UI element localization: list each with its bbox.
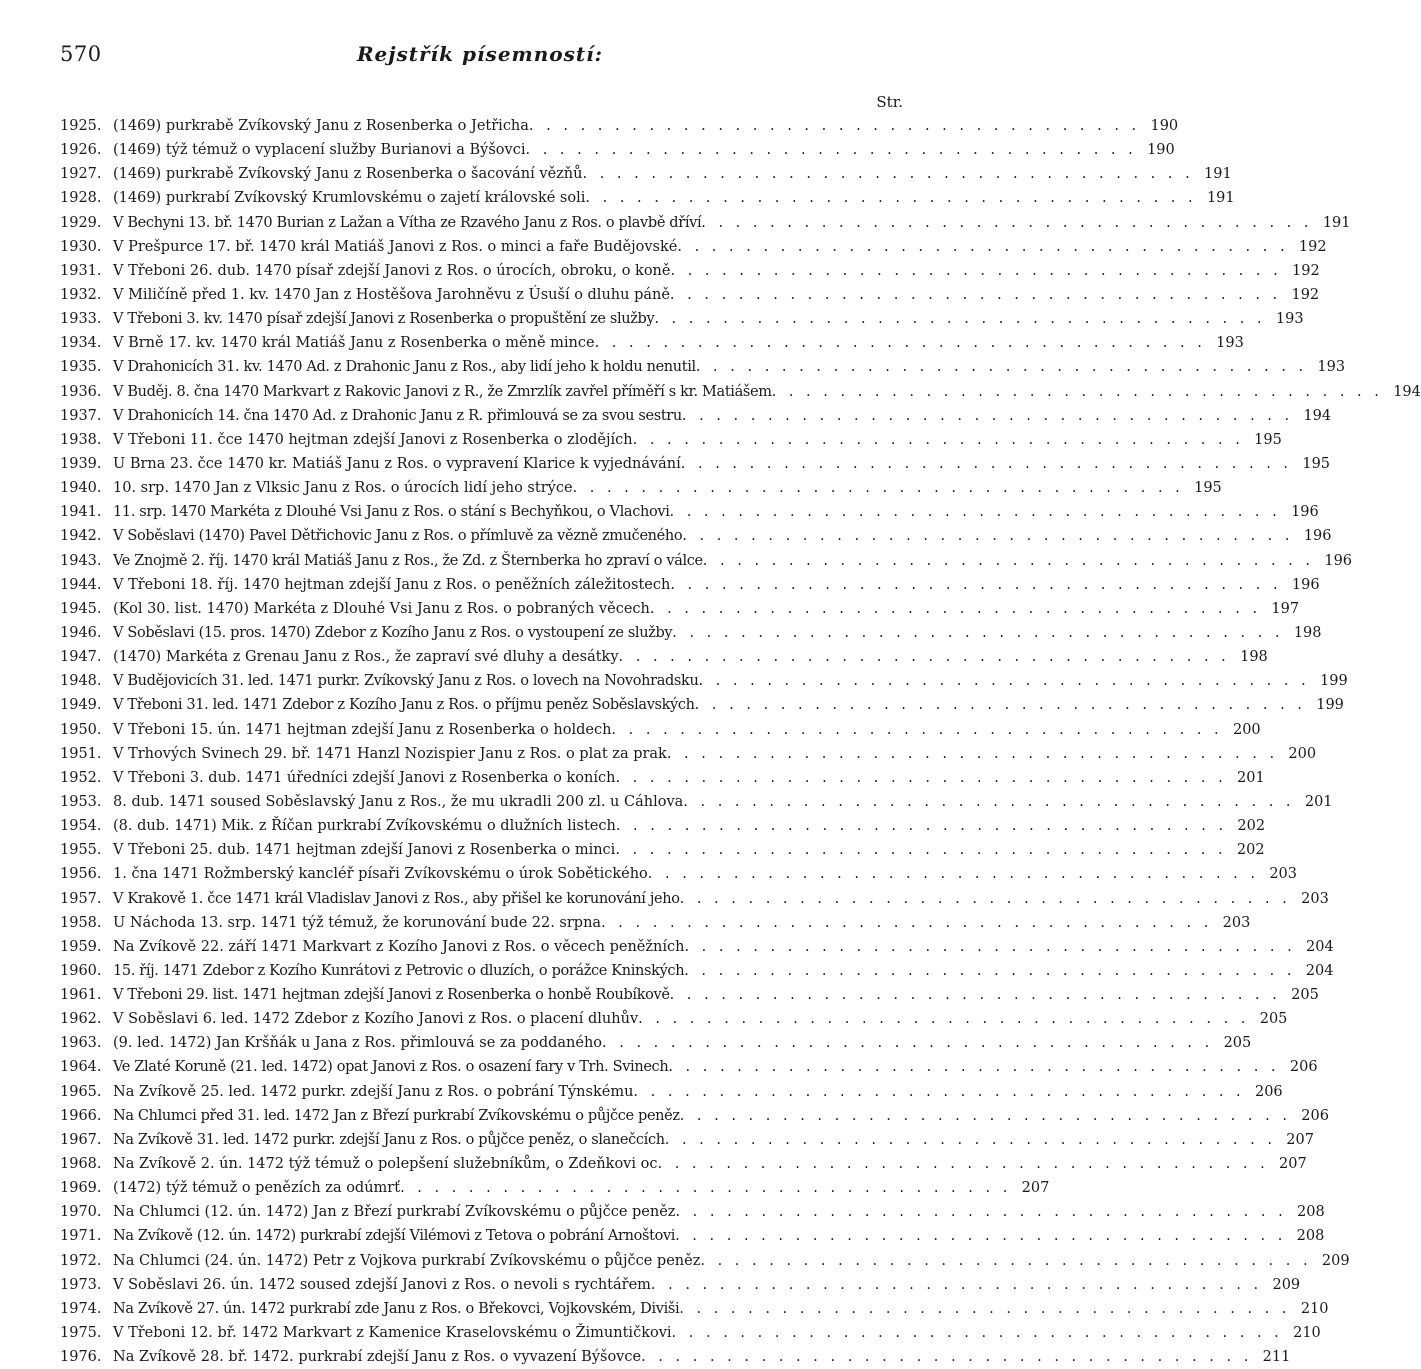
entry-page: 207 (1021, 1180, 1050, 1197)
entry-page: 195 (1254, 431, 1282, 448)
entry-page: 191 (1322, 214, 1351, 231)
entry-page: 190 (1150, 118, 1179, 134)
entry-number: 1930. (60, 238, 102, 255)
register-entry (60, 307, 1304, 331)
dot-leader: . . . . . . . . . . . . . . . . . . . . . . . . . . . . . . . . . . . . (695, 359, 1308, 376)
entry-text: V Prešpurce 17. bř. 1470 král Matiáš Janovi z Ros. o minci a faře Budějovské (113, 238, 678, 255)
entry-text: V Třeboni 29. list. 1471 hejtman zdejší Janovi z Rosenberka o honbě Roubíkově (113, 987, 670, 1004)
entry-text: V Soběslavi 6. led. 1472 Zdebor z Kozího Janovi z Ros. o placení dluhův (113, 1011, 639, 1028)
entry-number: 1932. (60, 286, 102, 303)
register-entry (60, 1055, 1318, 1079)
entry-text: V Budějovicích 31. led. 1471 purkr. Zvíkovský Janu z Ros. o lovech na Novohradsku (113, 673, 699, 690)
dot-leader: . . . . . . . . . . . . . . . . . . . . . . . . . . . . . . . . . . . . (632, 431, 1244, 448)
entry-number: 1936. (60, 383, 102, 400)
entry-text: V Krakově 1. čce 1471 král Vladislav Janovi z Ros., aby přišel ke korunování jeho (113, 890, 680, 907)
entry-page: 193 (1216, 335, 1244, 352)
register-entry (60, 259, 1320, 283)
entry-number: 1948. (60, 673, 102, 690)
register-entry (60, 887, 1329, 911)
entry-number: 1950. (60, 721, 102, 738)
register-entry (60, 983, 1319, 1007)
entry-text: (1469) purkrabí Zvíkovský Krumlovskému o zajetí královské soli (113, 190, 586, 207)
entry-number: 1962. (60, 1011, 102, 1028)
entry-text: Na Zvíkově 28. bř. 1472. purkrabí zdejší Janu z Ros. o vyvazení Býšovce (113, 1349, 642, 1366)
entry-page: 209 (1272, 1276, 1301, 1293)
entry-text: (1470) Markéta z Grenau Janu z Ros., že zapraví své dluhy a desátky (113, 649, 619, 666)
entry-number: 1939. (60, 455, 102, 472)
entry-page: 206 (1254, 1083, 1283, 1100)
entry-page: 196 (1291, 504, 1319, 521)
dot-leader: . . . . . . . . . . . . . . . . . . . . . . . . . . . . . . . . . . . . (649, 600, 1262, 617)
entry-number: 1940. (60, 480, 102, 497)
entry-text: V Třeboni 31. led. 1471 Zdebor z Kozího Janu z Ros. o příjmu peněz Soběslavských (113, 697, 695, 714)
entry-text: Na Zvíkově 22. září 1471 Markvart z Kozího Janovi z Ros. o věcech peněžních (113, 938, 685, 955)
entry-number: 1971. (60, 1228, 102, 1245)
register-entry (60, 524, 1332, 548)
entry-text: V Bechyni 13. bř. 1470 Burian z Lažan a Vítha ze Rzavého Janu z Ros. o plavbě dříví (113, 214, 702, 231)
register-entry (60, 1345, 1291, 1369)
register-entry (60, 1104, 1329, 1128)
entry-text: 11. srp. 1470 Markéta z Dlouhé Vsi Janu z Ros. o stání s Bechyňkou, o Vlachovi (113, 504, 670, 521)
register-entry (60, 162, 1232, 186)
entry-text: Na Chlumci před 31. led. 1472 Jan z Březí purkrabí Zvíkovskému o půjčce peněz (113, 1107, 680, 1124)
entry-number: 1943. (60, 552, 102, 569)
entry-text: (1469) purkrabě Zvíkovský Janu z Rosenberka o Jetřicha (113, 118, 529, 134)
dot-leader: . . . . . . . . . . . . . . . . . . . . . . . . . . . . . . . . . . . . (671, 1325, 1283, 1342)
entry-page: 200 (1288, 745, 1317, 762)
dot-leader: . . . . . . . . . . . . . . . . . . . . . . . . . . . . . . . . . . . . (679, 890, 1291, 907)
entry-text: Na Zvíkově 2. ún. 1472 týž témuž o polepšení služebníkům, o Zdeňkovi oc (113, 1156, 658, 1173)
entry-page: 200 (1232, 721, 1261, 738)
entry-text: V Soběslavi (1470) Pavel Dětřichovic Janu z Ros. o přímluvě za vězně zmučeného (113, 528, 683, 545)
dot-leader: . . . . . . . . . . . . . . . . . . . . . . . . . . . . . . . . . . . . (701, 214, 1313, 231)
entry-number: 1942. (60, 528, 102, 545)
dot-leader: . . . . . . . . . . . . . . . . . . . . . . . . . . . . . . . . . . . . (679, 1300, 1291, 1317)
dot-leader: . . . . . . . . . . . . . . . . . . . . . . . . . . . . . . . . . . . . (668, 1059, 1280, 1076)
entry-page: 191 (1204, 166, 1232, 183)
entry-page: 206 (1289, 1059, 1318, 1076)
dot-leader: . . . . . . . . . . . . . . . . . . . . . . . . . . . . . . . . . . . . (664, 1131, 1276, 1148)
entry-text: U Náchoda 13. srp. 1471 týž témuž, že korunování bude 22. srpna (113, 914, 602, 931)
register-entry (60, 959, 1334, 983)
entry-page: 204 (1306, 938, 1334, 955)
entry-text: V Třeboni 3. kv. 1470 písař zdejší Janovi z Rosenberka o propuštění ze služby (113, 311, 655, 328)
dot-leader: . . . . . . . . . . . . . . . . . . . . . . . . . . . . . . . . . . . . (615, 842, 1227, 859)
entry-number: 1929. (60, 214, 102, 231)
entry-text: V Třeboni 26. dub. 1470 písař zdejší Janovi z Ros. o úrocích, obroku, o koně (113, 262, 671, 279)
register-entry (60, 138, 1175, 162)
dot-leader: . . . . . . . . . . . . . . . . . . . . . . . . . . . . . . . . . . . . (677, 238, 1289, 255)
entry-text: U Brna 23. čce 1470 kr. Matiáš Janu z Ros. o vypravení Klarice k vyjednávání (113, 455, 681, 472)
dot-leader: . . . . . . . . . . . . . . . . . . . . . . . . . . . . . . . . . . . . (594, 335, 1206, 352)
register-entry (60, 211, 1351, 235)
dot-leader: . . . . . . . . . . . . . . . . . . . . . . . . . . . . . . . . . . . . (638, 1011, 1250, 1028)
entry-page: 195 (1194, 480, 1222, 497)
entry-number: 1958. (60, 914, 102, 931)
register-entry (60, 766, 1265, 790)
entry-text: V Buděj. 8. čna 1470 Markvart z Rakovic Janovi z R., že Zmrzlík zavřel příměří s kr. Matiášem (113, 383, 772, 400)
entry-number: 1975. (60, 1325, 102, 1342)
register-entry (60, 911, 1251, 935)
entry-page: 202 (1237, 818, 1266, 835)
register-entry (60, 1297, 1329, 1321)
register-entry (60, 404, 1332, 428)
entry-page: 199 (1320, 673, 1348, 690)
entry-page: 192 (1292, 262, 1320, 279)
entry-number: 1951. (60, 745, 102, 762)
entry-text: V Třeboni 11. čce 1470 hejtman zdejší Janovi z Rosenberka o zlodějích (113, 431, 633, 448)
dot-leader: . . . . . . . . . . . . . . . . . . . . . . . . . . . . . . . . . . . . (615, 818, 1228, 835)
register-entry (60, 597, 1300, 621)
entry-number: 1947. (60, 649, 102, 666)
entry-text: V Třeboni 15. ún. 1471 hejtman zdejší Janu z Rosenberka o holdech (113, 721, 612, 738)
entry-page: 196 (1324, 552, 1353, 569)
entry-number: 1972. (60, 1252, 102, 1269)
entry-page: 210 (1293, 1325, 1321, 1342)
entry-page: 195 (1302, 455, 1331, 472)
entry-page: 198 (1293, 624, 1322, 641)
entry-number: 1959. (60, 938, 102, 955)
entry-text: V Trhových Svinech 29. bř. 1471 Hanzl Nozispier Janu z Ros. o plat za prak (113, 745, 667, 762)
entry-number: 1926. (60, 142, 102, 159)
entry-number: 1938. (60, 431, 102, 448)
entry-text: 10. srp. 1470 Jan z Vlksic Janu z Ros. o úrocích lidí jeho strýce (113, 480, 573, 497)
dot-leader: . . . . . . . . . . . . . . . . . . . . . . . . . . . . . . . . . . . . (657, 1156, 1269, 1173)
entry-number: 1965. (60, 1083, 102, 1100)
entry-number: 1945. (60, 600, 102, 617)
register-entry (60, 114, 1179, 138)
entry-text: V Soběslavi 26. ún. 1472 soused zdejší Janovi z Ros. o nevoli s rychtářem (113, 1276, 651, 1293)
dot-leader: . . . . . . . . . . . . . . . . . . . . . . . . . . . . . . . . . . . . (611, 721, 1223, 738)
entry-page: 208 (1297, 1204, 1325, 1221)
entry-number: 1976. (60, 1349, 102, 1366)
entry-number: 1933. (60, 311, 102, 328)
register-entry (60, 645, 1268, 669)
entry-page: 199 (1316, 697, 1344, 714)
entry-number: 1961. (60, 987, 102, 1004)
dot-leader: . . . . . . . . . . . . . . . . . . . . . . . . . . . . . . . . . . . . (681, 407, 1294, 424)
dot-leader: . . . . . . . . . . . . . . . . . . . . . . . . . . . . . . . . . . . . (572, 480, 1184, 497)
register-entry (60, 428, 1282, 452)
register-entry (60, 1176, 1050, 1200)
dot-leader: . . . . . . . . . . . . . . . . . . . . . . . . . . . . . . . . . . . . (700, 1252, 1312, 1269)
entry-page: 197 (1271, 600, 1300, 617)
entry-text: V Třeboni 3. dub. 1471 úředníci zdejší Janovi z Rosenberka o koních (113, 769, 616, 786)
register-entry (60, 1128, 1314, 1152)
dot-leader: . . . . . . . . . . . . . . . . . . . . . . . . . . . . . . . . . . . . (670, 576, 1282, 593)
entry-page: 193 (1317, 359, 1346, 376)
entry-page: 205 (1291, 987, 1319, 1004)
dot-leader: . . . . . . . . . . . . . . . . . . . . . . . . . . . . . . . . . . . . (633, 1083, 1245, 1100)
entry-text: V Miličíně před 1. kv. 1470 Jan z Hostěšova Jarohněvu z Úsuší o dluhu páně (113, 286, 670, 303)
entry-number: 1946. (60, 624, 102, 641)
entry-number: 1953. (60, 793, 102, 810)
dot-leader: . . . . . . . . . . . . . . . . . . . . . . . . . . . . . . . . . . . . (601, 914, 1213, 931)
entry-text: V Soběslavi (15. pros. 1470) Zdebor z Kozího Janu z Ros. o vystoupení ze služby (113, 624, 673, 641)
dot-leader: . . . . . . . . . . . . . . . . . . . . . . . . . . . . . . . . . . . . (694, 697, 1306, 714)
register-entry (60, 235, 1327, 259)
entry-page: 210 (1300, 1300, 1329, 1317)
entry-number: 1957. (60, 890, 102, 907)
register-entry (60, 573, 1320, 597)
entry-number: 1937. (60, 407, 102, 424)
entry-page: 191 (1206, 190, 1235, 207)
entry-text: Na Chlumci (12. ún. 1472) Jan z Březí purkrabí Zvíkovskému o půjčce peněz (113, 1204, 676, 1221)
register-entry (60, 862, 1298, 886)
dot-leader: . . . . . . . . . . . . . . . . . . . . . . . . . . . . . . . . . . . . (675, 1204, 1287, 1221)
register-entry (60, 1152, 1307, 1176)
dot-leader: . . . . . . . . . . . . . . . . . . . . . . . . . . . . . . . . . . . . (582, 166, 1194, 183)
dot-leader: . . . . . . . . . . . . . . . . . . . . . . . . . . . . . . . . . . . . (682, 528, 1294, 545)
entry-page: 205 (1223, 1035, 1252, 1052)
entry-text: (8. dub. 1471) Mik. z Říčan purkrabí Zvíkovskému o dlužních listech (113, 818, 616, 835)
entry-number: 1974. (60, 1300, 102, 1317)
dot-leader: . . . . . . . . . . . . . . . . . . . . . . . . . . . . . . . . . . . . (675, 1228, 1287, 1245)
dot-leader: . . . . . . . . . . . . . . . . . . . . . . . . . . . . . . . . . . . . (680, 455, 1293, 472)
register-entry (60, 669, 1348, 693)
entry-page: 205 (1259, 1011, 1288, 1028)
entry-number: 1970. (60, 1204, 102, 1221)
entry-number: 1956. (60, 866, 102, 883)
entry-page: 194 (1303, 407, 1332, 424)
dot-leader: . . . . . . . . . . . . . . . . . . . . . . . . . . . . . . . . . . . . (650, 1276, 1263, 1293)
entry-text: Na Zvíkově 31. led. 1472 purkr. zdejší Janu z Ros. o půjčce peněz, o slanečcích (113, 1131, 665, 1148)
register-entry (60, 621, 1322, 645)
register-entry (60, 1007, 1288, 1031)
entry-text: 8. dub. 1471 soused Soběslavský Janu z Ros., že mu ukradli 200 zl. u Cáhlova (113, 793, 684, 810)
entry-number: 1949. (60, 697, 102, 714)
entry-number: 1931. (60, 262, 102, 279)
dot-leader: . . . . . . . . . . . . . . . . . . . . . . . . . . . . . . . . . . . . (672, 624, 1284, 641)
entry-text: Ve Zlaté Koruně (21. led. 1472) opat Janovi z Ros. o osazení fary v Trh. Svinech (113, 1059, 669, 1076)
register-entry (60, 742, 1317, 766)
register-entry (60, 476, 1222, 500)
entry-number: 1928. (60, 190, 102, 207)
entry-number: 1966. (60, 1107, 102, 1124)
register-entry (60, 1249, 1350, 1273)
dot-leader: . . . . . . . . . . . . . . . . . . . . . . . . . . . . . . . . . . . . (679, 1107, 1291, 1124)
entry-number: 1967. (60, 1131, 102, 1148)
register-entry (60, 380, 1421, 404)
entry-number: 1960. (60, 962, 102, 979)
entry-page: 203 (1301, 890, 1329, 907)
entry-text: Na Zvíkově (12. ún. 1472) purkrabí zdejší Vilémovi z Tetova o pobrání Arnoštovi (113, 1228, 676, 1245)
dot-leader: . . . . . . . . . . . . . . . . . . . . . . . . . . . . . . . . . . . . (528, 118, 1141, 134)
entry-page: 203 (1222, 914, 1251, 931)
entry-page: 207 (1286, 1131, 1314, 1148)
register-entry (60, 718, 1261, 742)
entry-page: 192 (1291, 286, 1320, 303)
entry-text: 15. říj. 1471 Zdebor z Kozího Kunrátovi z Petrovic o dluzích, o porážce Kninských (113, 962, 685, 979)
entry-number: 1927. (60, 166, 102, 183)
entry-text: Na Zvíkově 25. led. 1472 purkr. zdejší Janu z Ros. o pobrání Týnskému (113, 1083, 634, 1100)
dot-leader: . . . . . . . . . . . . . . . . . . . . . . . . . . . . . . . . . . . . (669, 987, 1281, 1004)
page-column-header: Str. (876, 93, 903, 111)
register-entry (60, 355, 1346, 379)
dot-leader: . . . . . . . . . . . . . . . . . . . . . . . . . . . . . . . . . . . . (615, 769, 1227, 786)
entry-text: (9. led. 1472) Jan Kršňák u Jana z Ros. přimlouvá se za poddaného (113, 1035, 603, 1052)
entry-number: 1969. (60, 1180, 102, 1197)
entry-page: 196 (1291, 576, 1320, 593)
entry-number: 1934. (60, 335, 102, 352)
entry-number: 1952. (60, 769, 102, 786)
dot-leader: . . . . . . . . . . . . . . . . . . . . . . . . . . . . . . . . . . . . (585, 190, 1197, 207)
page-number: 570 (60, 42, 102, 66)
entry-text: (1469) týž témuž o vyplacení služby Burianovi a Býšovci (113, 142, 526, 159)
entry-page: 193 (1275, 311, 1304, 328)
entry-page: 201 (1304, 793, 1333, 810)
dot-leader: . . . . . . . . . . . . . . . . . . . . . . . . . . . . . . . . . . . . (771, 383, 1383, 400)
entry-text: V Třeboni 25. dub. 1471 hejtman zdejší Janovi z Rosenberka o minci (113, 842, 616, 859)
entry-page: 207 (1279, 1156, 1307, 1173)
dot-leader: . . . . . . . . . . . . . . . . . . . . . . . . . . . . . . . . . . . . (400, 1180, 1012, 1197)
entry-page: 209 (1321, 1252, 1350, 1269)
entry-page: 192 (1298, 238, 1327, 255)
entry-text: (Kol 30. list. 1470) Markéta z Dlouhé Vsi Janu z Ros. o pobraných věcech (113, 600, 650, 617)
entry-text: (1469) purkrabě Zvíkovský Janu z Rosenberka o šacování vězňů (113, 166, 583, 183)
register-entry (60, 1031, 1252, 1055)
dot-leader: . . . . . . . . . . . . . . . . . . . . . . . . . . . . . . . . . . . . (669, 286, 1282, 303)
running-title: Rejstřík písemností: (356, 42, 604, 66)
dot-leader: . . . . . . . . . . . . . . . . . . . . . . . . . . . . . . . . . . . . (684, 938, 1296, 955)
register-entry (60, 1273, 1301, 1297)
register-entry (60, 549, 1353, 573)
dot-leader: . . . . . . . . . . . . . . . . . . . . . . . . . . . . . . . . . . . . (647, 866, 1260, 883)
register-entry (60, 693, 1344, 717)
entry-text: Ve Znojmě 2. říj. 1470 král Matiáš Janu z Ros., že Zd. z Šternberka ho zpraví o válce (113, 552, 703, 569)
entry-page: 202 (1236, 842, 1265, 859)
dot-leader: . . . . . . . . . . . . . . . . . . . . . . . . . . . . . . . . . . . . (698, 673, 1310, 690)
entry-number: 1944. (60, 576, 102, 593)
entry-number: 1964. (60, 1059, 102, 1076)
dot-leader: . . . . . . . . . . . . . . . . . . . . . . . . . . . . . . . . . . . . (654, 311, 1266, 328)
entry-page: 190 (1147, 142, 1175, 159)
entry-page: 211 (1262, 1349, 1291, 1366)
register-entry (60, 790, 1333, 814)
entry-page: 203 (1269, 866, 1298, 883)
register-entry (60, 452, 1331, 476)
entry-number: 1935. (60, 359, 102, 376)
entry-number: 1941. (60, 504, 102, 521)
register-list (60, 114, 1421, 1369)
dot-leader: . . . . . . . . . . . . . . . . . . . . . . . . . . . . . . . . . . . . (618, 649, 1230, 666)
entry-number: 1968. (60, 1156, 102, 1173)
entry-page: 208 (1296, 1228, 1325, 1245)
dot-leader: . . . . . . . . . . . . . . . . . . . . . . . . . . . . . . . . . . . . (702, 552, 1315, 569)
dot-leader: . . . . . . . . . . . . . . . . . . . . . . . . . . . . . . . . . . . . (525, 142, 1137, 159)
dot-leader: . . . . . . . . . . . . . . . . . . . . . . . . . . . . . . . . . . . . (666, 745, 1279, 762)
entry-text: Na Zvíkově 27. ún. 1472 purkrabí zde Janu z Ros. o Břekovci, Vojkovském, Diviši (113, 1300, 680, 1317)
entry-page: 206 (1301, 1107, 1329, 1124)
register-entry (60, 283, 1320, 307)
register-entry (60, 1321, 1321, 1345)
register-entry (60, 186, 1235, 210)
entry-number: 1973. (60, 1276, 102, 1293)
register-entry (60, 331, 1244, 355)
register-entry (60, 1200, 1325, 1224)
entry-text: V Drahonicích 31. kv. 1470 Ad. z Drahonic Janu z Ros., aby lidí jeho k holdu nenutil (113, 359, 696, 376)
entry-text: V Třeboni 18. říj. 1470 hejtman zdejší Janu z Ros. o peněžních záležitostech (113, 576, 671, 593)
entry-number: 1925. (60, 118, 102, 134)
entry-text: V Třeboni 12. bř. 1472 Markvart z Kamenice Kraselovskému o Žimuntičkovi (113, 1325, 672, 1342)
register-entry (60, 1080, 1283, 1104)
entry-page: 201 (1237, 769, 1265, 786)
entry-number: 1963. (60, 1035, 102, 1052)
dot-leader: . . . . . . . . . . . . . . . . . . . . . . . . . . . . . . . . . . . . (670, 262, 1282, 279)
entry-text: 1. čna 1471 Rožmberský kancléř písaři Zvíkovskému o úrok Sobětického (113, 866, 648, 883)
entry-text: (1472) týž témuž o penězích za odúmrť (113, 1180, 401, 1197)
entry-page: 198 (1240, 649, 1268, 666)
dot-leader: . . . . . . . . . . . . . . . . . . . . . . . . . . . . . . . . . . . . (669, 504, 1281, 521)
entry-page: 194 (1393, 383, 1421, 400)
register-entry (60, 935, 1334, 959)
dot-leader: . . . . . . . . . . . . . . . . . . . . . . . . . . . . . . . . . . . . (683, 793, 1295, 810)
entry-page: 196 (1303, 528, 1332, 545)
entry-text: V Drahonicích 14. čna 1470 Ad. z Drahonic Janu z R. přimlouvá se za svou sestru (113, 407, 682, 424)
dot-leader: . . . . . . . . . . . . . . . . . . . . . . . . . . . . . . . . . . . . (602, 1035, 1214, 1052)
entry-number: 1955. (60, 842, 102, 859)
register-entry (60, 814, 1266, 838)
entry-text: V Brně 17. kv. 1470 král Matiáš Janu z Rosenberka o měně mince (113, 335, 595, 352)
entry-page: 204 (1305, 962, 1334, 979)
entry-text: Na Chlumci (24. ún. 1472) Petr z Vojkova purkrabí Zvíkovskému o půjčce peněz (113, 1252, 701, 1269)
register-entry (60, 500, 1319, 524)
entry-number: 1954. (60, 818, 102, 835)
register-entry (60, 838, 1265, 862)
dot-leader: . . . . . . . . . . . . . . . . . . . . . . . . . . . . . . . . . . . . (684, 962, 1296, 979)
register-entry (60, 1224, 1325, 1248)
dot-leader: . . . . . . . . . . . . . . . . . . . . . . . . . . . . . . . . . . . . (641, 1349, 1253, 1366)
